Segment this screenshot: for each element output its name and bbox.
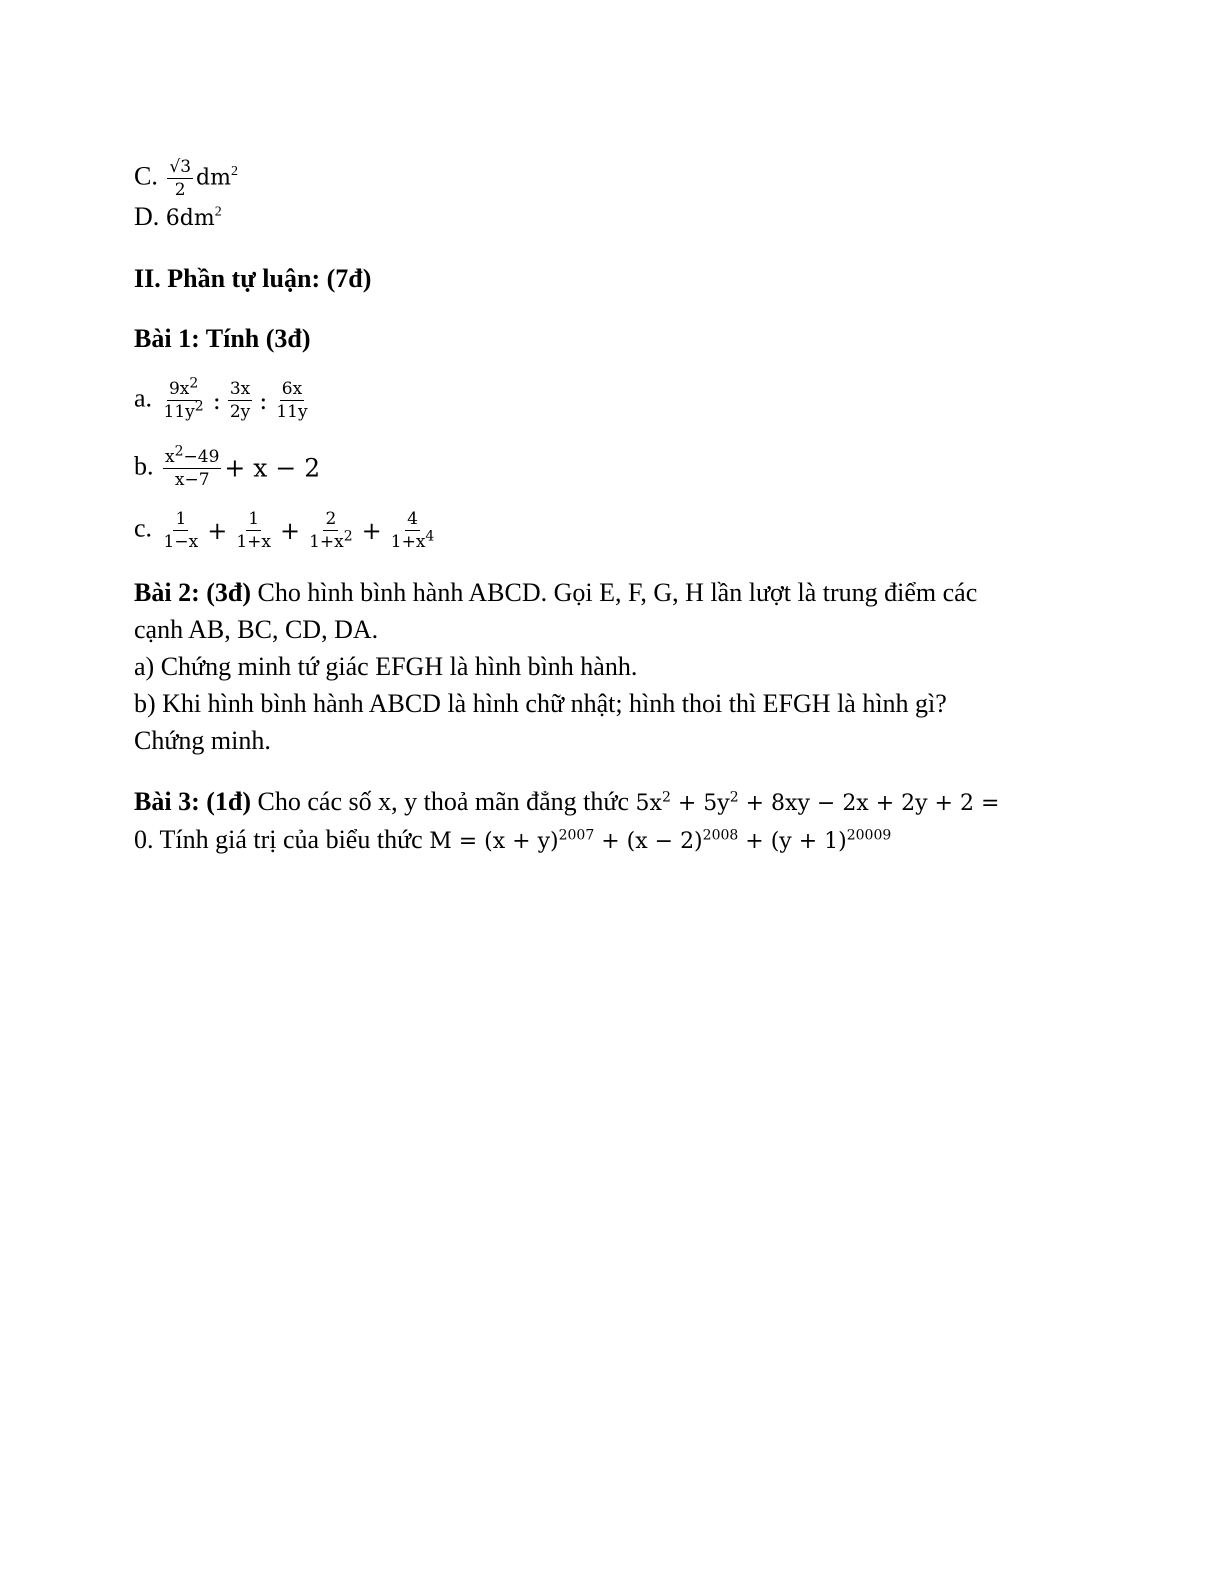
eq-term: + 8xy − 2x + 2y + 2 =: [738, 791, 1000, 816]
exponent: 2: [661, 789, 671, 806]
bai3-title: Bài 3:: [134, 787, 200, 816]
bai3-text-2: 0. Tính giá trị của biểu thức: [134, 825, 430, 854]
radicand: 3: [180, 157, 192, 177]
exponent: 2: [214, 204, 222, 220]
bai3-line-2: [134, 825, 891, 857]
fraction-denominator: 2: [174, 180, 186, 200]
denominator: 1+x: [390, 532, 426, 552]
part-a-label: a.: [134, 383, 153, 413]
exponent: 2: [189, 375, 199, 392]
term-2: [234, 508, 273, 553]
part-c-label: c.: [134, 513, 153, 543]
numerator: 3x: [229, 379, 251, 399]
equation: [636, 791, 1000, 816]
denominator: 1−x: [163, 532, 199, 552]
expr-term: + (y + 1): [738, 829, 847, 854]
fraction-1: [162, 375, 206, 423]
exponent: 2: [194, 398, 204, 415]
option-c: [134, 156, 238, 201]
denominator: 2y: [229, 402, 251, 422]
bai2-line-5: Chứng minh.: [134, 726, 271, 755]
plus-sign: +: [279, 516, 301, 545]
exponent: 2: [174, 443, 184, 460]
term-1: [162, 508, 201, 553]
bai3-line-1: [134, 787, 999, 819]
numerator: x: [165, 447, 175, 467]
plus-sign: +: [207, 516, 228, 545]
bai2-line-3: a) Chứng minh tứ giác EFGH là hình bình hành.: [134, 652, 638, 681]
denominator: 1+x: [309, 532, 344, 552]
option-c-label: C.: [134, 161, 158, 191]
denominator: x−7: [174, 470, 210, 490]
bai2-line-1: [134, 578, 977, 608]
expression-rest: + x − 2: [224, 453, 321, 483]
sqrt-sign-icon: √: [169, 157, 181, 177]
eq-term: + 5y: [670, 791, 730, 816]
bai2-text: Cho hình bình hành ABCD. Gọi E, F, G, H lần lượt là trung điểm các: [251, 578, 978, 607]
denominator: 11y: [163, 402, 195, 422]
numerator: 4: [407, 509, 418, 529]
plus-sign: +: [361, 516, 382, 545]
term-4: [389, 508, 437, 553]
numerator: 1: [175, 509, 187, 529]
exponent: 20009: [846, 827, 892, 844]
divide-sign: :: [212, 386, 221, 415]
fraction-2: [228, 378, 252, 423]
eq-term: 5x: [635, 791, 662, 816]
numerator: 6x: [281, 379, 303, 399]
section-title: II. Phần tự luận: (7đ): [134, 264, 372, 293]
bai2-line-4: b) Khi hình bình hành ABCD là hình chữ nhật; hình thoi thì EFGH là hình gì?: [134, 689, 947, 718]
expression-m: [429, 829, 891, 854]
section-2-heading: [134, 264, 371, 294]
term-3: [307, 508, 355, 553]
exponent: 2007: [558, 827, 595, 844]
bai1-heading: [134, 324, 311, 354]
numerator-rest: −49: [183, 447, 220, 467]
part-b-label: b.: [134, 451, 154, 481]
exponent: 2: [729, 789, 739, 806]
fraction: [163, 443, 221, 491]
bai2-title: Bài 2:: [134, 578, 200, 607]
sqrt3-over-2-fraction: [167, 156, 193, 201]
numerator: 2: [325, 509, 337, 529]
numerator: 1: [248, 509, 260, 529]
option-d-value: 6dm: [165, 206, 215, 231]
expr-term: M = (x + y): [429, 829, 559, 854]
bai2-points: (3đ): [206, 578, 252, 607]
option-d: [134, 202, 222, 234]
bai1-part-a: [134, 375, 313, 423]
denominator: 11y: [276, 402, 308, 422]
bai1-part-c: [134, 508, 439, 553]
exponent: 4: [425, 528, 435, 545]
bai3-text: Cho các số x, y thoả mãn đẳng thức: [251, 787, 636, 816]
bai2-line-2: cạnh AB, BC, CD, DA.: [134, 615, 379, 644]
exponent: 2: [230, 163, 238, 179]
bai1-title: Bài 1: Tính (3đ): [134, 324, 311, 353]
divide-sign: :: [259, 386, 268, 415]
fraction-3: [274, 378, 309, 423]
unit-dm: dm: [196, 165, 231, 191]
denominator: 1+x: [236, 532, 271, 552]
bai3-points: (1đ): [206, 787, 252, 816]
numerator: 9x: [168, 379, 190, 399]
exponent: 2008: [702, 827, 739, 844]
expr-term: + (x − 2): [594, 829, 703, 854]
option-d-label: D.: [134, 202, 160, 231]
exponent: 2: [343, 528, 353, 545]
bai1-part-b: [134, 443, 321, 491]
